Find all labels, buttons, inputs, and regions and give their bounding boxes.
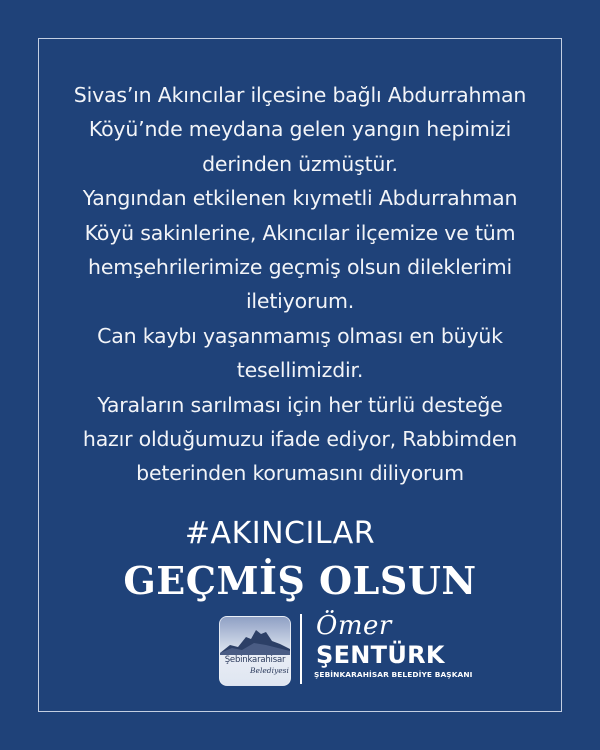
message-paragraph xyxy=(40,388,560,491)
message-line: derinden üzmüştür. xyxy=(202,151,398,176)
message-line: Sivas’ın Akıncılar ilçesine bağlı Abdurrahman xyxy=(73,83,527,107)
message-line: Köyü’nde meydana gelen yangın hepimizi xyxy=(88,117,512,142)
message-block xyxy=(40,78,560,491)
message-line: Yaraların sarılması için her türlü desteğe xyxy=(97,392,503,417)
logo-name: Şebinkarahisar xyxy=(224,655,286,665)
message-paragraph xyxy=(40,181,560,319)
signature-last-name: ŞENTÜRK xyxy=(316,641,445,669)
municipality-logo xyxy=(219,616,291,686)
message-line: iletiyorum. xyxy=(245,289,355,314)
message-line: tesellimizdir. xyxy=(236,358,364,383)
message-line: beterinden korumasını diliyorum xyxy=(136,461,464,486)
logo-subtitle: Belediyesi xyxy=(250,666,289,675)
signature-divider xyxy=(300,614,302,684)
message-paragraph xyxy=(40,319,560,388)
headline: GEÇMİŞ OLSUN xyxy=(123,558,477,603)
signature-title: ŞEBİNKARAHİSAR BELEDİYE BAŞKANI xyxy=(314,670,473,679)
hashtag: #AKINCILAR xyxy=(184,516,376,551)
message-line: Köyü sakinlerine, Akıncılar ilçemize ve tüm xyxy=(84,220,516,245)
message-line: Yangından etkilenen kıymetli Abdurrahman xyxy=(82,186,518,211)
message-line: hazır olduğumuzu ifade ediyor, Rabbimden xyxy=(82,427,518,452)
signature-first-name: Ömer xyxy=(316,611,392,641)
message-paragraph xyxy=(40,78,560,181)
message-line: hemşehrilerimize geçmiş olsun dileklerimi xyxy=(88,255,512,280)
message-line: Can kaybı yaşanmamış olması en büyük xyxy=(97,323,503,348)
